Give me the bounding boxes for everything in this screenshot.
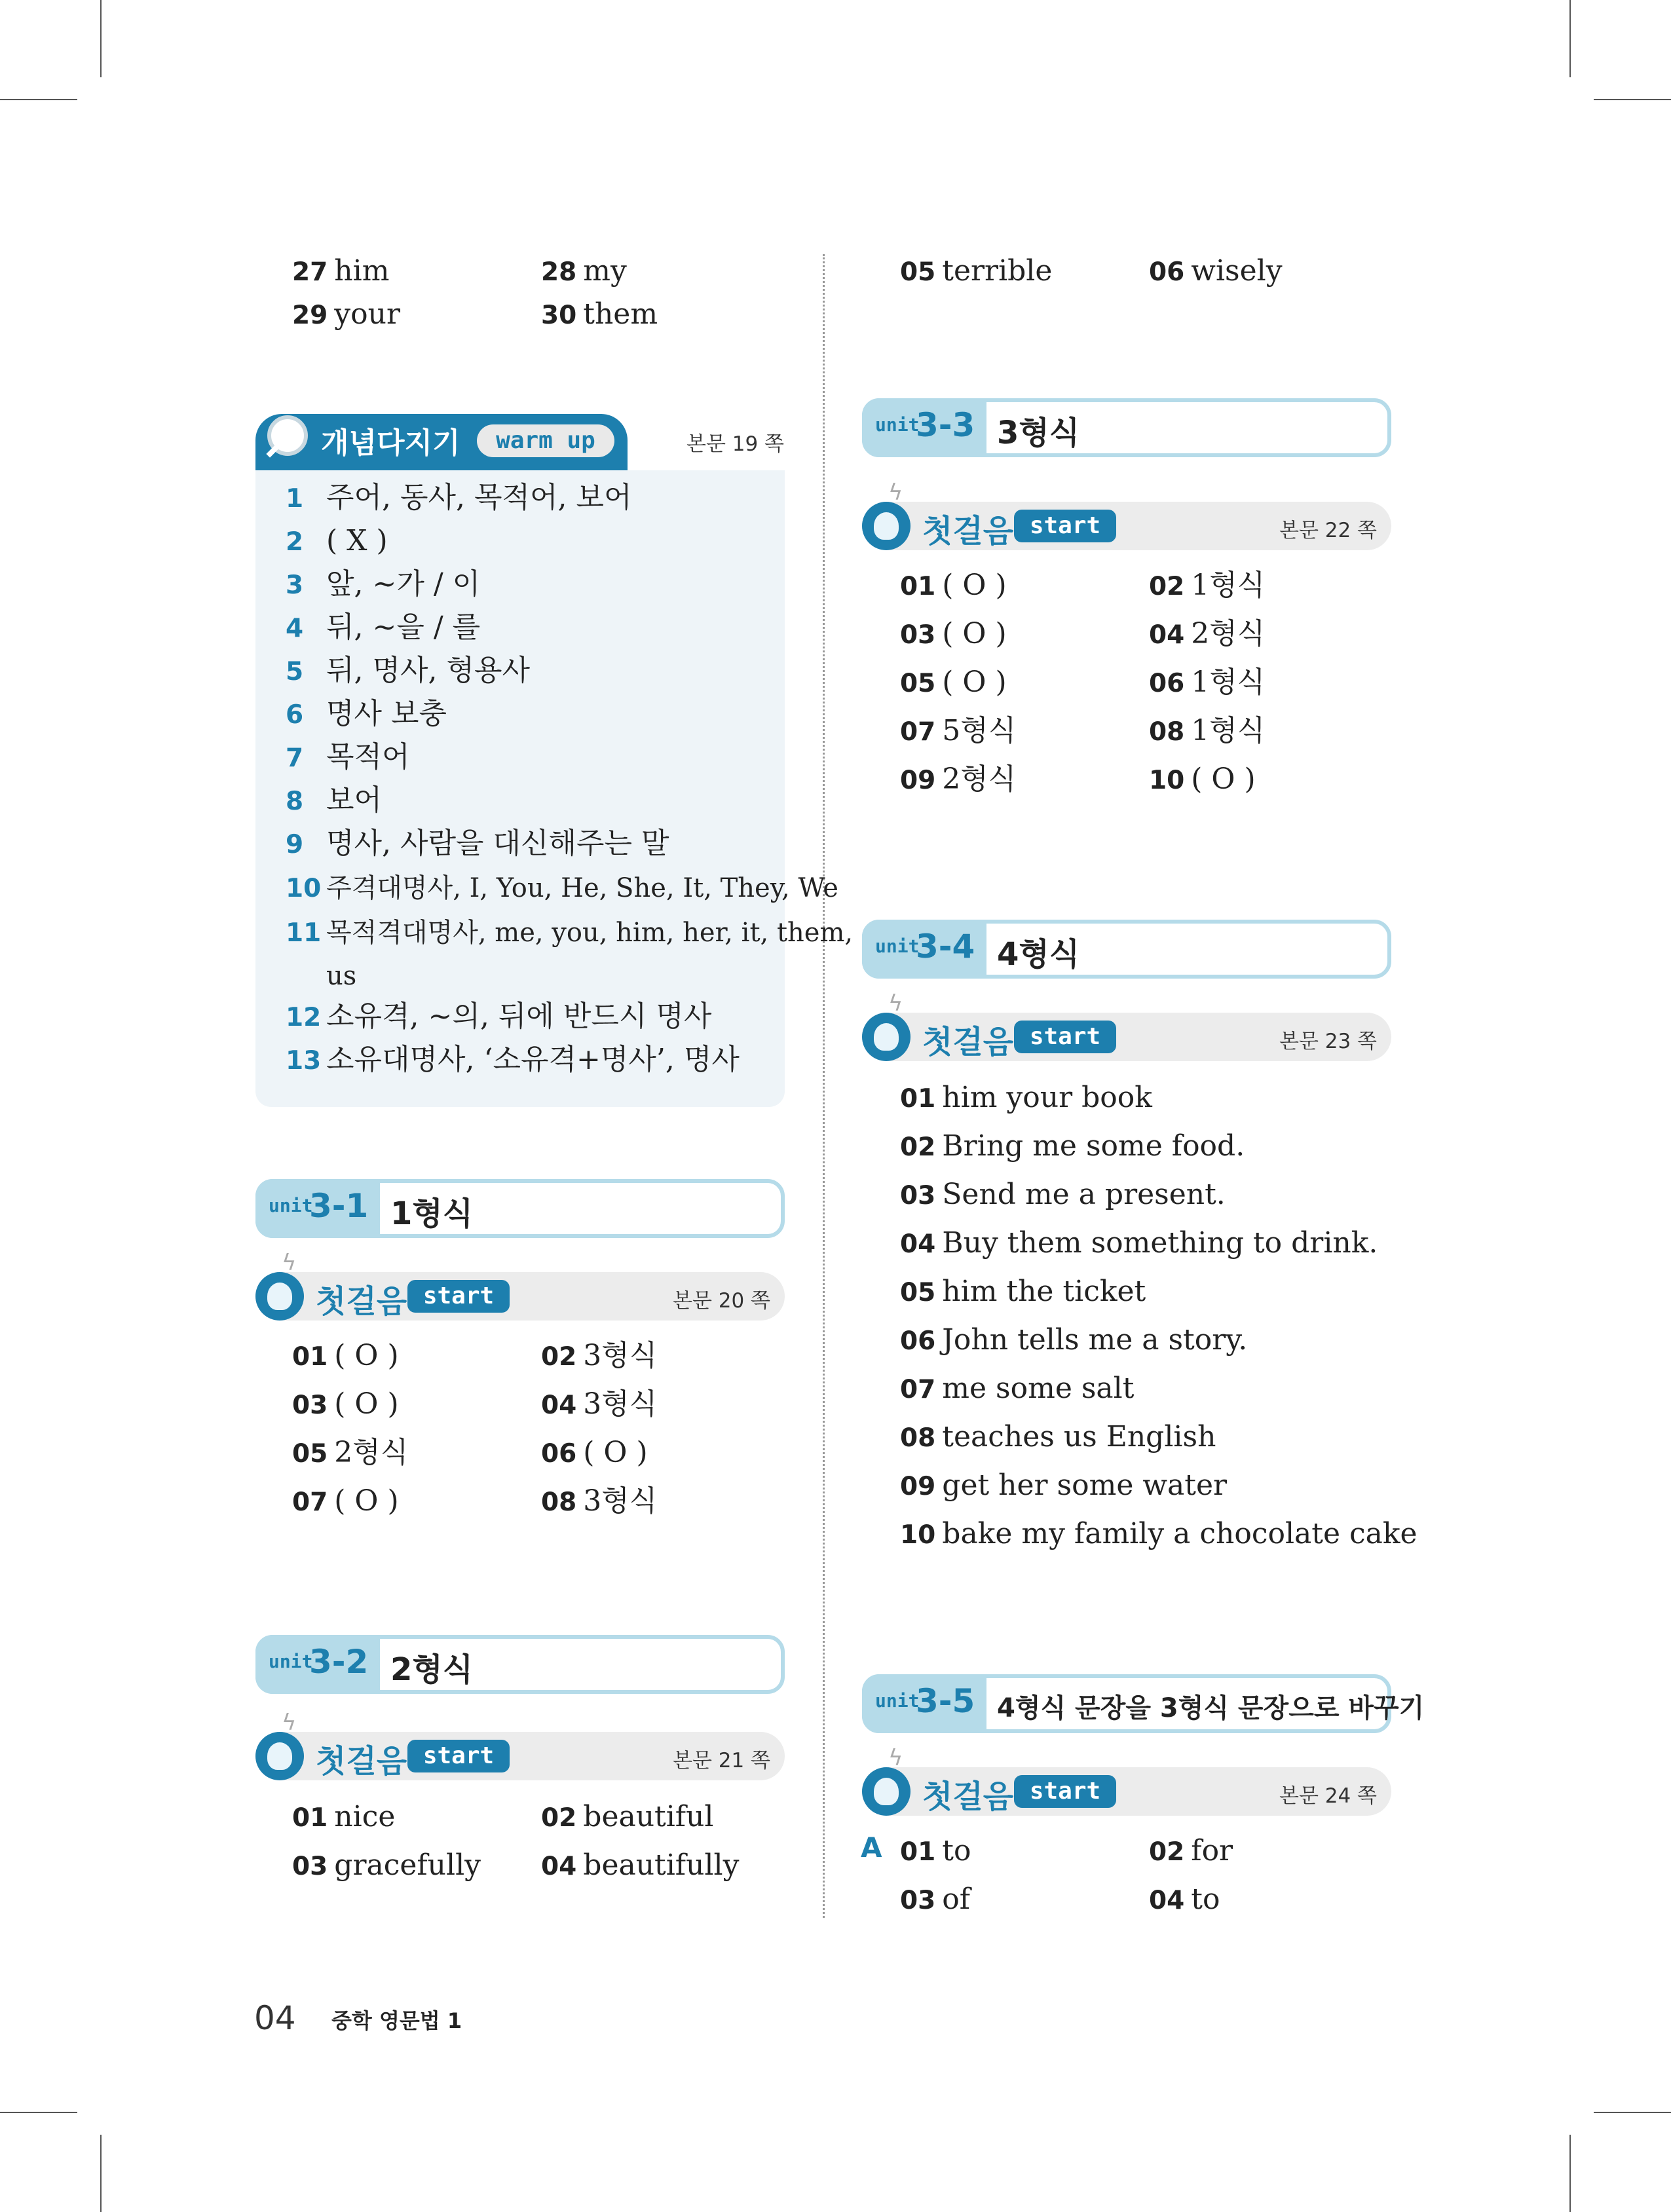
column-divider <box>823 254 825 1918</box>
book-title: 중학 영문법 1 <box>331 2008 462 2033</box>
answer-item: 28 my <box>541 254 627 288</box>
section-label: A <box>861 1831 882 1864</box>
unit-header-3-4 <box>862 920 1391 979</box>
start-label: 첫걸음 <box>316 1283 407 1320</box>
start-badge: start <box>1014 1775 1116 1808</box>
answer-item: 06 John tells me a story. <box>900 1323 1248 1357</box>
start-label: 첫걸음 <box>922 513 1014 550</box>
answer-item: 01 ( O ) <box>900 569 1007 602</box>
start-badge: start <box>1014 1021 1116 1053</box>
lightbulb-icon: ϟ <box>862 1767 911 1816</box>
warmup-item: 13 소유대명사, ‘소유격+명사’, 명사 <box>286 1043 740 1076</box>
answer-item: 01 nice <box>292 1800 396 1833</box>
crop-mark <box>100 0 102 77</box>
page-ref: 본문 24 쪽 <box>1279 1784 1377 1808</box>
answer-item: 08 3형식 <box>541 1484 658 1518</box>
warmup-item: 12 소유격, ~의, 뒤에 반드시 명사 <box>286 1000 712 1033</box>
crop-mark <box>100 2135 102 2212</box>
unit-title: 3형식 <box>997 415 1080 451</box>
unit-number: 3-1 <box>309 1187 369 1225</box>
warmup-item: 11 목적격대명사, me, you, him, her, it, them, <box>286 918 854 948</box>
answer-item: 05 ( O ) <box>900 665 1007 699</box>
answer-item: 06 1형식 <box>1149 665 1266 699</box>
unit-title: 1형식 <box>390 1195 474 1232</box>
page-ref: 본문 21 쪽 <box>673 1749 770 1772</box>
page-ref: 본문 22 쪽 <box>1279 519 1377 542</box>
unit-word: unit <box>875 935 920 957</box>
unit-header-3-1 <box>255 1179 785 1238</box>
crop-mark <box>1594 2112 1671 2113</box>
start-bar <box>862 479 1391 550</box>
answer-item: 09 2형식 <box>900 762 1017 796</box>
unit-header-3-5 <box>862 1674 1425 1733</box>
answer-item: 05 terrible <box>900 254 1053 288</box>
start-bar <box>255 1250 785 1321</box>
warmup-item: 9 명사, 사람을 대신해주는 말 <box>286 827 669 860</box>
answer-item: 27 him <box>292 254 390 288</box>
answer-item: 03 of <box>900 1883 971 1916</box>
unit-title: 4형식 문장을 3형식 문장으로 바꾸기 <box>997 1693 1425 1723</box>
warmup-item: 8 보어 <box>286 783 383 817</box>
warmup-item: 4 뒤, ~을 / 를 <box>286 610 481 644</box>
answer-item: 04 2형식 <box>1149 617 1266 650</box>
answer-item: 01 him your book <box>900 1081 1152 1114</box>
answer-item: 07 ( O ) <box>292 1484 399 1518</box>
answer-item: 04 Buy them something to drink. <box>900 1226 1378 1260</box>
answer-item: 04 3형식 <box>541 1387 658 1421</box>
answer-item: 08 1형식 <box>1149 714 1266 747</box>
unit-number: 3-3 <box>916 406 975 444</box>
page-ref: 본문 20 쪽 <box>673 1289 770 1313</box>
unit-title: 2형식 <box>390 1651 474 1688</box>
lightbulb-icon: ϟ <box>862 1013 911 1061</box>
crop-mark <box>0 2112 77 2113</box>
start-badge: start <box>407 1280 510 1313</box>
start-label: 첫걸음 <box>922 1024 1014 1060</box>
unit-word: unit <box>269 1195 313 1216</box>
unit-header-3-3 <box>862 398 1391 457</box>
warmup-item: 1 주어, 동사, 목적어, 보어 <box>286 481 632 514</box>
answer-item: 02 Bring me some food. <box>900 1129 1245 1163</box>
answer-item: 02 3형식 <box>541 1339 658 1372</box>
warmup-badge: warm up <box>477 424 614 457</box>
magnifier-icon <box>267 415 308 456</box>
answer-item: 06 ( O ) <box>541 1436 648 1469</box>
warmup-title: 개념다지기 <box>321 426 460 460</box>
start-bar <box>862 1745 1391 1816</box>
crop-mark <box>0 99 77 100</box>
answer-item: 03 Send me a present. <box>900 1178 1226 1211</box>
lightbulb-icon: ϟ <box>255 1272 304 1321</box>
answer-item: 10 bake my family a chocolate cake <box>900 1517 1418 1550</box>
answer-item: 03 ( O ) <box>900 617 1007 650</box>
lightbulb-icon: ϟ <box>255 1732 304 1780</box>
start-label: 첫걸음 <box>316 1743 407 1780</box>
answer-item: 04 beautifully <box>541 1848 740 1882</box>
answer-item: 09 get her some water <box>900 1469 1228 1502</box>
answer-item: 04 to <box>1149 1883 1220 1916</box>
unit-number: 3-4 <box>916 928 975 965</box>
answer-item: 01 to <box>900 1834 971 1867</box>
lightbulb-icon: ϟ <box>862 502 911 550</box>
warmup-page-ref: 본문 19 쪽 <box>686 432 784 456</box>
answer-item: 01 ( O ) <box>292 1339 399 1372</box>
unit-title: 4형식 <box>997 936 1080 973</box>
unit-word: unit <box>875 1690 920 1712</box>
answer-item: 03 ( O ) <box>292 1387 399 1421</box>
answer-item: 30 them <box>541 297 658 331</box>
answer-item: 02 1형식 <box>1149 569 1266 602</box>
answer-item: 02 for <box>1149 1834 1233 1867</box>
unit-number: 3-5 <box>916 1682 975 1720</box>
unit-number: 3-2 <box>309 1643 369 1681</box>
warmup-item: 3 앞, ~가 / 이 <box>286 567 481 601</box>
answer-item: 05 2형식 <box>292 1436 409 1469</box>
start-bar <box>862 990 1391 1061</box>
start-label: 첫걸음 <box>922 1778 1014 1815</box>
warmup-item: 10 주격대명사, I, You, He, She, It, They, We <box>286 873 838 903</box>
warmup-item: us <box>326 961 357 991</box>
page-ref: 본문 23 쪽 <box>1279 1030 1377 1053</box>
answer-item: 06 wisely <box>1149 254 1283 288</box>
crop-mark <box>1594 99 1671 100</box>
start-badge: start <box>1014 510 1116 542</box>
start-bar <box>255 1710 785 1780</box>
unit-word: unit <box>875 414 920 436</box>
answer-item: 10 ( O ) <box>1149 762 1256 796</box>
answer-item: 07 me some salt <box>900 1372 1135 1405</box>
start-badge: start <box>407 1740 510 1772</box>
answer-item: 02 beautiful <box>541 1800 714 1833</box>
warmup-item: 5 뒤, 명사, 형용사 <box>286 654 530 687</box>
answer-item: 08 teaches us English <box>900 1420 1216 1453</box>
crop-mark <box>1569 0 1571 77</box>
warmup-item: 2 ( X ) <box>286 524 388 557</box>
answer-item: 07 5형식 <box>900 714 1017 747</box>
crop-mark <box>1569 2135 1571 2212</box>
answer-item: 05 him the ticket <box>900 1275 1146 1308</box>
answer-item: 03 gracefully <box>292 1848 481 1882</box>
unit-word: unit <box>269 1651 313 1672</box>
unit-header-3-2 <box>255 1635 785 1694</box>
answer-item: 29 your <box>292 297 400 331</box>
warmup-item: 7 목적어 <box>286 740 410 774</box>
page-number: 04 <box>254 1999 296 2037</box>
warmup-item: 6 명사 보충 <box>286 697 447 730</box>
